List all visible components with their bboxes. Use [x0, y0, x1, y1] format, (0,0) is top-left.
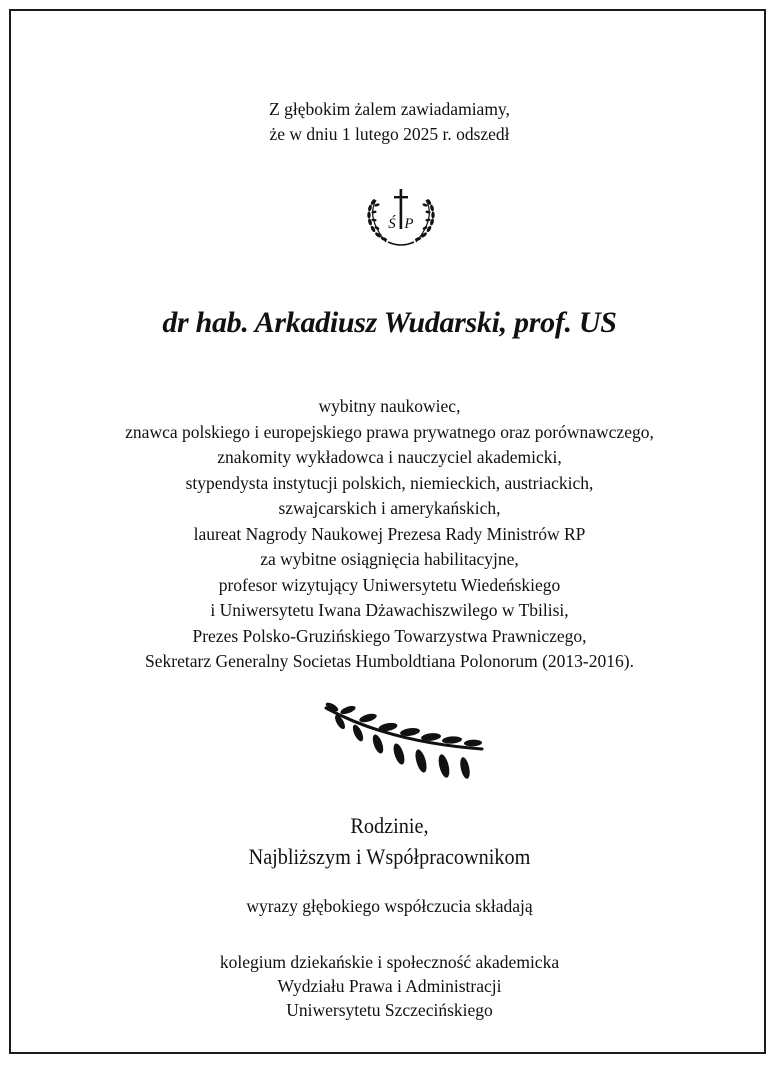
merit-line: laureat Nagrody Naukowej Prezesa Rady Ministrów RP	[193, 523, 586, 544]
merit-line: szwajcarskich i amerykańskich,	[278, 498, 501, 518]
merit-line: Sekretarz Generalny Societas Humboldtiana Polonorum (2013-2016).	[145, 651, 634, 671]
emblem-letter-p: P	[404, 216, 414, 232]
intro-line-2: że w dniu 1 lutego 2025 r. odszedł	[269, 124, 510, 144]
condolence-text: wyrazy głębokiego współczucia składają	[246, 896, 533, 916]
announcement-intro	[0, 97, 779, 147]
family-address	[31, 810, 748, 872]
signatories	[0, 950, 779, 1022]
sp-cross-wreath-icon	[364, 186, 438, 250]
merits-list	[0, 394, 779, 675]
merit-line: znakomity wykładowca i nauczyciel akademicki,	[217, 447, 562, 467]
merit-line: za wybitne osiągnięcia habilitacyjne,	[260, 549, 519, 569]
merit-line: znawca polskiego i europejskiego prawa prywatnego oraz porównawczego,	[125, 421, 654, 442]
merit-line: profesor wizytujący Uniwersytetu Wiedeńskiego	[218, 574, 561, 595]
family-line-1: Rodzinie,	[350, 813, 429, 838]
laurel-branch-icon	[318, 702, 486, 784]
family-line-2: Najbliższym i Współpracownikom	[248, 844, 531, 869]
merit-line: stypendysta instytucji polskich, niemieckich, austriackich,	[185, 472, 594, 493]
emblem-letter-s: Ś	[388, 216, 396, 232]
intro-line-1: Z głębokim żalem zawiadamiamy,	[269, 99, 510, 119]
signatory-line-3: Uniwersytetu Szczecińskiego	[286, 1000, 493, 1020]
signatory-line-2: Wydziału Prawa i Administracji	[277, 976, 502, 996]
merit-line: wybitny naukowiec,	[318, 396, 461, 416]
merit-line: Prezes Polsko-Gruzińskiego Towarzystwa Prawniczego,	[192, 625, 587, 646]
merit-line: i Uniwersytetu Iwana Dżawachiszwilego w Tbilisi,	[210, 600, 569, 620]
deceased-name: dr hab. Arkadiusz Wudarski, prof. US	[162, 306, 617, 339]
signatory-line-1: kolegium dziekańskie i społeczność akademicka	[219, 952, 560, 972]
